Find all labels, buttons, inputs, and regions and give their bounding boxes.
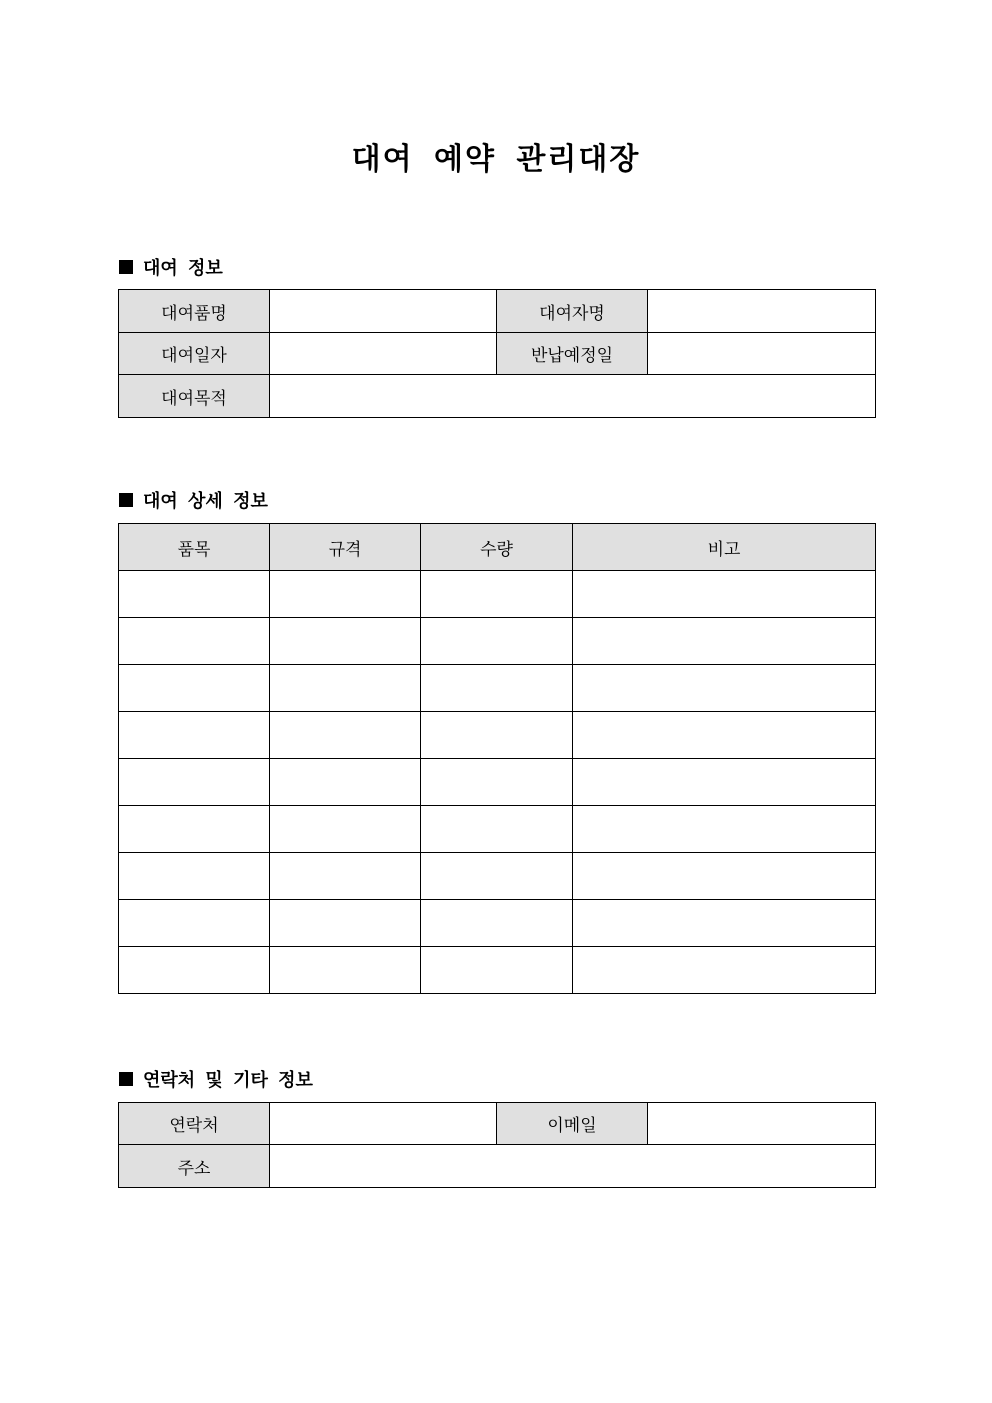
item-name-label: 대여품명 <box>119 290 270 333</box>
purpose-label: 대여목적 <box>119 375 270 418</box>
table-cell[interactable] <box>270 806 421 853</box>
table-cell[interactable] <box>573 618 876 665</box>
table-row <box>119 806 876 853</box>
email-field[interactable] <box>648 1103 876 1145</box>
page-title: 대여 예약 관리대장 <box>351 142 641 177</box>
table-cell[interactable] <box>421 759 573 806</box>
contact-info-table <box>118 1102 876 1188</box>
table-cell[interactable] <box>573 900 876 947</box>
table-cell[interactable] <box>270 900 421 947</box>
table-cell[interactable] <box>421 571 573 618</box>
table-cell[interactable] <box>119 853 270 900</box>
table-cell[interactable] <box>573 853 876 900</box>
table-cell[interactable] <box>119 712 270 759</box>
column-header: 규격 <box>270 524 421 571</box>
table-cell[interactable] <box>270 618 421 665</box>
black-square-icon <box>119 260 133 274</box>
table-cell[interactable] <box>421 853 573 900</box>
table-cell[interactable] <box>119 806 270 853</box>
table-cell[interactable] <box>270 853 421 900</box>
table-cell[interactable] <box>270 759 421 806</box>
column-header: 수량 <box>421 524 573 571</box>
column-header: 품목 <box>119 524 270 571</box>
email-label: 이메일 <box>497 1103 648 1145</box>
table-cell[interactable] <box>119 759 270 806</box>
table-cell[interactable] <box>573 806 876 853</box>
table-cell[interactable] <box>421 665 573 712</box>
table-row <box>119 712 876 759</box>
table-cell[interactable] <box>421 618 573 665</box>
table-row <box>119 618 876 665</box>
table-cell[interactable] <box>119 665 270 712</box>
contact-info-heading <box>119 1066 313 1092</box>
table-cell[interactable] <box>270 712 421 759</box>
address-field[interactable] <box>270 1145 876 1188</box>
rental-info-heading-text: 대여 정보 <box>143 258 223 279</box>
black-square-icon <box>119 493 133 507</box>
phone-label: 연락처 <box>119 1103 270 1145</box>
table-cell[interactable] <box>573 665 876 712</box>
rental-details-heading <box>119 487 268 513</box>
return-date-field[interactable] <box>648 333 876 375</box>
table-cell[interactable] <box>421 900 573 947</box>
table-cell[interactable] <box>573 571 876 618</box>
table-row <box>119 571 876 618</box>
table-row <box>119 665 876 712</box>
rental-info-heading <box>119 254 223 280</box>
item-name-field[interactable] <box>270 290 497 333</box>
details-header-row <box>119 524 876 571</box>
address-label: 주소 <box>119 1145 270 1188</box>
table-cell[interactable] <box>421 947 573 994</box>
black-square-icon <box>119 1072 133 1086</box>
table-cell[interactable] <box>573 712 876 759</box>
table-row <box>119 900 876 947</box>
rental-date-field[interactable] <box>270 333 497 375</box>
rental-date-label: 대여일자 <box>119 333 270 375</box>
column-header: 비고 <box>573 524 876 571</box>
table-cell[interactable] <box>119 571 270 618</box>
table-cell[interactable] <box>119 900 270 947</box>
table-cell[interactable] <box>270 947 421 994</box>
table-cell[interactable] <box>573 759 876 806</box>
table-cell[interactable] <box>270 665 421 712</box>
table-cell[interactable] <box>421 806 573 853</box>
rental-details-table <box>118 523 876 994</box>
table-row <box>119 853 876 900</box>
table-cell[interactable] <box>119 947 270 994</box>
phone-field[interactable] <box>270 1103 497 1145</box>
table-cell[interactable] <box>573 947 876 994</box>
purpose-field[interactable] <box>270 375 876 418</box>
table-row <box>119 947 876 994</box>
renter-name-label: 대여자명 <box>497 290 648 333</box>
rental-info-table <box>118 289 876 418</box>
table-cell[interactable] <box>119 618 270 665</box>
rental-details-heading-text: 대여 상세 정보 <box>143 491 268 512</box>
table-cell[interactable] <box>421 712 573 759</box>
contact-info-heading-text: 연락처 및 기타 정보 <box>143 1070 313 1091</box>
table-row <box>119 759 876 806</box>
table-cell[interactable] <box>270 571 421 618</box>
renter-name-field[interactable] <box>648 290 876 333</box>
return-date-label: 반납예정일 <box>497 333 648 375</box>
